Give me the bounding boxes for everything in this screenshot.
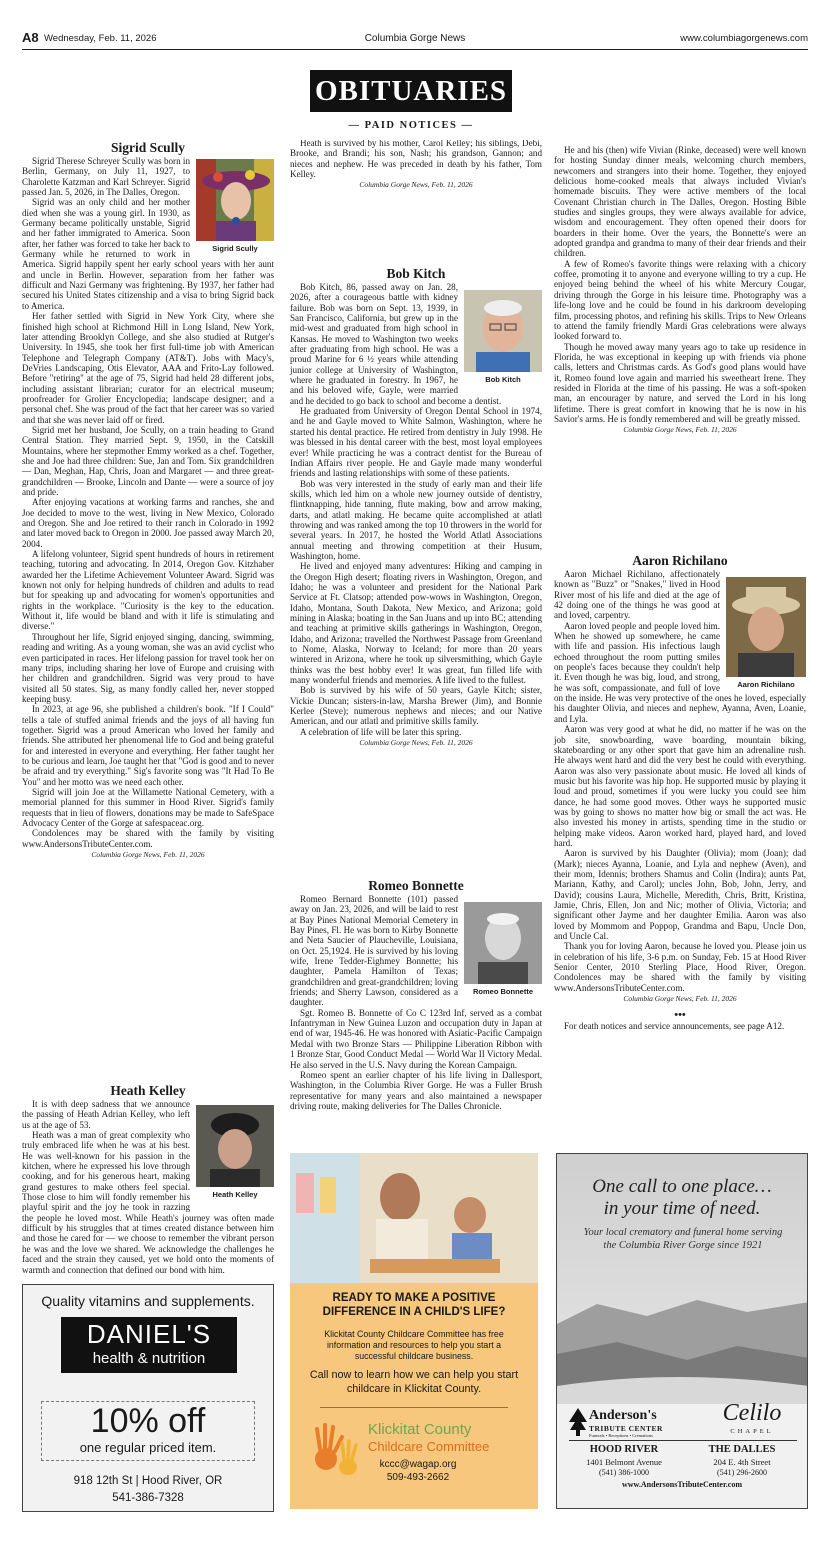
brand-andersons-services: Funerals • Receptions • Cremations [589, 1433, 653, 1438]
ad-rule [569, 1440, 797, 1441]
brand-subtitle: health & nutrition [92, 1350, 206, 1367]
obituary-paragraph: Aaron loved people and people loved him. When he showed up somewhere, he came with life and passion. His infectious laugh echoed throughout the room putting smiles on people's faces because they couldn't help it. Even though he was big, loud, and strong, he was soft, compassionate, and full of love on the inside. He was very protective of the ones he loved, especially his daughter Olivia, and nieces and nephew, Ayanna, Aven, Loanie, and Lyla. [554, 620, 806, 724]
obituary-source: Columbia Gorge News, Feb. 11, 2026 [91, 850, 205, 860]
obituary-paragraph: Bob was very interested in the study of early man and their life skills, which led him on a whole new journey outside of dentistry, flintknapping, hide tanning, flute making, bow and arrow making, darts, and atlatl making. He became quite accomplished at atlatl throwing and was ranked among the top 10 throwers in the world for several years. In 2017, he hosted the World Atlatl Associations annual meeting and throwing competition at their Husum, Washington, home. [290, 478, 542, 561]
portrait-image [464, 902, 542, 984]
portrait-image [464, 290, 542, 372]
org-name-line1: Klickitat County [368, 1421, 472, 1438]
obituary-paragraph: A celebration of life will be later this spring. [300, 726, 462, 737]
death-notices-pointer: For death notices and service announcements, see page A12. [564, 1020, 785, 1031]
obituary-source: Columbia Gorge News, Feb. 11, 2026 [623, 425, 737, 435]
portrait-image [196, 1105, 274, 1187]
phone-the-dalles[interactable]: (541) 296-2600 [717, 1468, 767, 1477]
ad-klickitat-childcare[interactable] [290, 1153, 538, 1509]
obituary-sigrid-scully [22, 140, 274, 860]
obituary-paragraph: Aaron is survived by his Daughter (Olivia); mom (Joan); dad (Mark); nieces Ayanna, Loanie, and Lyla and nephew (Aven), and their mom, Idennis; brothers Shamus and Colin (Indira); aunts Pat, Mariann, Kathy, and Carol); uncles John, Bob, John, Jerry, and David); cousins Laura, Michelle, Meredith, Chris, Britt, Kristina, Jamie, Chris, Ellen, Jon and Nic; mother of Olivia, Victoria; and significant other Jayme and her daughter Emilia. Aaron was also loved by Mommom and Poppop, Grandma and Bapu, Uncle Don, and Uncle Cal. [554, 848, 806, 942]
photo-caption: Aaron Richilano [737, 680, 795, 689]
obituary-paragraph: Bob is survived by his wife of 50 years, Gayle Kitch; sister, Vickie Duncan; sisters-in-law, Marsha Brewer (Jim), and Bonnie Kerlee (Steve); numerous nephews and nieces; and our Native American, and our atlatl and primitive skills family. [290, 685, 542, 727]
obituary-paragraph: He lived and enjoyed many adventures: Hiking and camping in the Oregon High desert; floating rivers in Washington, Oregon, and Idaho; he was a volunteer and president for the National Park Service at Ft. Clatsop; attended pow-wows in Washington, Oregon, Idaho, Montana, South Dakota, New Mexico, and Arizona; gold mining in Alaska; boating in the San Juans and up into BC; attending and teaching at primitive skills gatherings in Washington, Oregon, Idaho, and Arizona; travelled the Northwest Passage from Greenland to Nome, Alaska, Norway to Iceland; for more than 20 years wintered in Arizona, where he took up silversmithing, which Gayle thinks was the best hobby ever! It was great, fun filled life with many wonderful friends and memories. A life lived to the fullest. [290, 561, 542, 686]
obituary-paragraph: A lifelong volunteer, Sigrid spent hundreds of hours in retirement teaching, tutoring and advocating. In 2014, Oregon Gov. Kitzhaber awarded her the Lifetime Achievement Volunteer Award. Sigrid was known not only for helping hundreds of children and adults to read but for speaking up and advocating for women's opportunities and rights in the workplace. "Curiosity is the key to the education. Without it, life would be bland and with it life is stimulating and diverse." [22, 549, 274, 632]
obituary-paragraph: Thank you for loving Aaron, because he loved you. Please join us in celebration of his life, 3-6 p.m. on Sunday, Feb. 15 at Hood River Senior Center, 2010 Sterling Place, Hood River, Oregon. Condolences may be shared with the family by visiting www.AndersonsTributeCenter.com. [554, 941, 806, 993]
section-separator: ••• [674, 1009, 686, 1022]
obituary-source: Columbia Gorge News, Feb. 11, 2026 [623, 994, 737, 1004]
location-hood-river: HOOD RIVER [589, 1444, 659, 1455]
handprints-icon [312, 1419, 358, 1475]
portrait-photo [464, 290, 542, 384]
portrait-photo [196, 1105, 274, 1199]
ad-subline: Your local crematory and funeral home serving the Columbia River Gorge since 1921 [583, 1227, 783, 1251]
obituary-paragraph: Throughout her life, Sigrid enjoyed singing, dancing, swimming, reading and writing. As a young woman, she was an avid cyclist who even participated in races. Her lifelong passion for travel took her on many trips, including sharing her love of Europe and cruising with her children and grandchildren. Sigrid was very proud to have visited all 50 states. Sig, as many fondly called her, never stopped keeping busy. [22, 631, 274, 704]
publication-name: Columbia Gorge News [364, 33, 466, 44]
obituary-paragraph: It is with deep sadness that we announce the passing of Heath Adrian Kelley, who left us at the age of 53. [22, 1099, 190, 1130]
store-phone[interactable]: 541-386-7328 [112, 1492, 184, 1504]
obituary-romeo-bonnette-continued [554, 145, 806, 545]
page-number: A8 [22, 30, 39, 45]
brand-celilo: Celilo [722, 1400, 782, 1426]
location-the-dalles: THE DALLES [708, 1444, 776, 1455]
address-the-dalles: 204 E. 4th Street [713, 1457, 771, 1467]
ad-headline: READY TO MAKE A POSITIVE DIFFERENCE IN A CHILD'S LIFE? [322, 1292, 506, 1318]
obituary-romeo-bonnette [290, 878, 542, 1143]
ad-call-to-action: Call now to learn how we can help you start childcare in Klickitat County. [309, 1369, 519, 1395]
org-name-line2: Childcare Committee [368, 1439, 490, 1454]
photo-caption: Sigrid Scully [212, 244, 258, 253]
obituary-paragraph: Sigrid Therese Schreyer Scully was born in Berlin, Germany, on July 11, 1927, to Charolette Katzman and Karl Schreyer. Sigrid passed Jan. 5, 2026, in The Dalles, Oregon. [22, 156, 190, 198]
obituary-paragraph: In 2023, at age 96, she published a children's book. "If I Could" tells a tale of stuffed animal friends and the joys of all having fun together. Sigrid was a proud American who loved her family and friends. She attributed her phenomenal life to God and being grateful for and interested in everyone and everything. Her father taught her to be curious and learn, Joe taught her that "God is good and to never be afraid and try everything." Sig's favorite song was "It Had To Be You" and her motto was we need each other. [22, 704, 274, 787]
obituary-paragraph: After enjoying vacations at working farms and ranches, she and Joe decided to move to the west, living in New Mexico, Colorado and Oregon. She and Joe retired to their ranch in Colorado in 1992 and later moved back to Oregon in 2000. Joe passed away March 20, 2004. [22, 497, 274, 549]
obituary-paragraph: Sigrid was an only child and her mother died when she was a young girl. In 1930, as Germany became politically unstable, Sigrid and her father immigrated to America. Soon after, her father was forced to take her back to Germany while he returned to work in America. Sigrid happily spent her early school years with her aunt and uncle in Berlin. However, separation from her father was difficult and Nazi Germany was frightening. By 1937, her father had secured his United States citizenship and a visa to bring Sigrid back to America. [22, 197, 274, 311]
obituary-bob-kitch [290, 266, 542, 748]
ad-headline-line1: One call to one place… [592, 1176, 772, 1197]
obituary-paragraph: Romeo Bernard Bonnette (101) passed away on Jan. 23, 2026, and will be laid to rest at Bay Pines National Memorial Cemetery in Bay Pines, Fl. He was born to Kirby Bonnette and Neta Saucier of Plaucheville, Louisiana, on Oct. 25,1924. He is survived by his loving wife, Irene Tedder-Eighmey Bonnette; his daughter, Pamela Hamilton of Texas; grandchildren and great-grandchildren; loving friends; and Sherry Lawson, considered as a daughter. [290, 894, 458, 1008]
tree-icon [567, 1406, 589, 1438]
ad-andersons-tribute-center[interactable] [556, 1153, 808, 1509]
obituary-name: Heath Kelley [110, 1083, 186, 1098]
obituary-paragraph: Heath was a man of great complexity who truly embraced life when he was at his best. He was well-known for his passion in the kitchen, where he expressed his love through cooking, and for his generous heart, making grand gestures to make others feel special. Those close to him will fondly remember his playful spirit and the joy he took in razzing the people he loved most. While Heath's journey was often made difficult by his struggles that at times created distance between him and those he cared for — we choose to remember the vibrant person he was and the love we shared. We acknowledge the challenges he faced and the strain they caused, yet we hold onto the moments of warmth and connection that defined our bond with him. [22, 1130, 274, 1275]
ad-body: Klickitat County Childcare Committee has free information and resources to help you start a successful childcare business. [324, 1329, 504, 1361]
obituary-name: Sigrid Scully [111, 140, 185, 155]
ad-headline-line2: in your time of need. [603, 1198, 761, 1219]
obituary-paragraph: Her father settled with Sigrid in New York City, where she finished high school at Richmond Hill in Long Island, New York, later attending Brooklyn College, and she also studied at Rutger's University. In 1945, she took her first full-time job with American Telephone and Telegraph Company (AT&T). Jobs with Macy's, DeVries Landscaping, Otis Elevator, AAA and Frito-Lay followed. Before "retiring" at the age of 75, Sigrid had held 28 different jobs, including assistant librarian; curator for an electrical museum; proofreader for Grolier Encyclopedia; landscape designer; and a personal chef. She was proud of the fact that her career was so varied and that she was never laid off or fired. [22, 311, 274, 425]
obituary-heath-kelley [22, 1083, 274, 1275]
obituary-paragraph: Sigrid met her husband, Joe Scully, on a train heading to Grand Central Station. They married Sept. 9, 1950, in the Catskill Mountains, where her stepmother Emmy worked as a chef. Together, she and Joe had three children: Sue, Jan and Tom. Six grandchildren — Dan, Meghan, Hap, Chris, Joan and Margaret — and three great-grandchildren — Brooke, Lincoln and Dante — were a source of joy and pride. [22, 424, 274, 497]
brand-andersons: Anderson's [589, 1408, 657, 1423]
obituary-paragraph: Sigrid will join Joe at the Willamette National Cemetery, with a memorial planned for this summer in Hood River. Sigrid's family requests that in lieu of flowers, donations may be made to SafeSpace Advocacy Center of the Gorge at safespaceac.org. [22, 786, 274, 828]
org-email[interactable]: kccc@wagap.org [379, 1459, 457, 1470]
website-link[interactable]: www.columbiagorgenews.com [680, 33, 808, 44]
portrait-photo [726, 577, 806, 689]
brand-andersons-sub: TRIBUTE CENTER [589, 1424, 663, 1433]
section-title: OBITUARIES [310, 70, 512, 112]
ad-tagline: Quality vitamins and supplements. [41, 1293, 255, 1309]
obituary-paragraph: Sgt. Romeo B. Bonnette of Co C 123rd Inf, served as a combat Infantryman in New Guinea Luzon and occupation duty in Japan at end of war, 1945-46. He was honored with Asiatic-Pacific Campaign Medal with two Bronze Stars — Philippine Liberation Ribbon with 1 Bronze Star, Good Conduct Medal — World War II Victory Medal. He also served in the U.S. Navy during the Korean Campaign. [290, 1007, 542, 1070]
obituary-paragraph: Aaron Michael Richilano, affectionately known as "Buzz" or "Snakes," lived in Hood River most of his life and died at the age of 42 doing one of the things he was good at and loved, carpentry. [554, 569, 720, 621]
obituary-name: Aaron Richilano [632, 553, 728, 568]
photo-caption: Bob Kitch [485, 375, 521, 384]
coupon-box [41, 1401, 255, 1461]
obituary-name: Romeo Bonnette [368, 878, 464, 893]
obituary-paragraph: Heath is survived by his mother, Carol Kelley; his siblings, Debi, Brooke, and Brandi; his son, Nash; his grandson, Gannon; and nieces and nephew. He was preceded in death by his father, Tom Kelley. [290, 140, 542, 180]
phone-hood-river[interactable]: (541) 386-1000 [599, 1468, 649, 1477]
ad-daniels-health-nutrition[interactable] [22, 1284, 274, 1512]
childcare-photo [290, 1153, 538, 1283]
obituary-source: Columbia Gorge News, Feb. 11, 2026 [359, 738, 473, 748]
obituary-paragraph: Though he moved away many years ago to take up residence in Florida, he was exceptional in keeping up with friends via phone calls, letters and Christmas cards. As God's good plans would have it, Romeo found love again and married his sweetheart Irene. They resided in Florida at the time of his passing. He was a soft-spoken man, an encourager by nature, and served the Lord in his long lifetime. There is great comfort in knowing that he is now in his Savior's arms. He is fondly remembered and will be greatly missed. [554, 341, 806, 424]
obituary-paragraph: A few of Romeo's favorite things were relaxing with a chicory coffee, promoting it to anyone and everyone willing to try a cup. He enjoyed being behind the wheel of his white Mercury Cougar, driving through the Gorge in his leisure time. Photography was a life-long love and he could be found in his darkroom developing film, processing photos, and refining his skills. Trips to New Orleans to attend the family friendly Mardi Gras celebrations were always looked forward to. [554, 258, 806, 342]
obituary-paragraph: He graduated from University of Oregon Dental School in 1974, and he and Gayle moved to White Salmon, Washington, where he started his dental practice. He retired from dentistry in July 1998. He was blessed in his dental career with the best, most loyal employees ever! While practicing he was a contract dentist for the Bureau of Indian Affairs river people. He and Gayle made many wonderful friends and lasting relationships with some of these patients. [290, 406, 542, 479]
ad-divider [320, 1407, 508, 1408]
photo-caption: Heath Kelley [212, 1190, 258, 1199]
brand-celilo-sub: CHAPEL [730, 1428, 774, 1435]
address-hood-river: 1401 Belmont Avenue [586, 1457, 662, 1467]
obituary-paragraph: He and his (then) wife Vivian (Rinke, deceased) were well known for hosting Sunday dinner meals, welcoming church members, newcomers and strangers into their home. Together, they enjoyed delicious home-cooked meals that always included Vivian's homemade biscuits. They were active members of the local Covenant Christian church in The Dalles, Oregon. Hosting Bible studies and singles groups, they were always available for advice, wisdom and encouragement. They often opened their doors for boarders in their home. Over the years, the Bonnette's were an adopted grandpa and grandma to many of their dear friends and their children. [554, 145, 806, 259]
offer-detail: one regular priced item. [79, 1440, 217, 1455]
portrait-image [726, 577, 806, 677]
portrait-photo [196, 159, 274, 253]
obituary-paragraph: Bob Kitch, 86, passed away on Jan. 28, 2026, after a courageous battle with kidney failure. Bob was born on Sept. 13, 1939, in San Francisco, California, but grew up in the mid-west and graduated from high school in Kansas. He moved to Washington two weeks after graduating from high school. He was a proud Marine for 6 ½ years while attending junior college at University of Washington, where he graduated in forestry. In 1967, he and his beloved wife, Gayle, were married and he decided to go back to school and become a dentist. [290, 282, 502, 406]
section-subtitle: — PAID NOTICES — [348, 120, 474, 131]
portrait-image [196, 159, 274, 241]
page-header [22, 30, 808, 50]
obituary-paragraph: Aaron was very good at what he did, no matter if he was on the job site, snowboarding, wave boarding, mountain biking, skateboarding or any other sport that gave him an adrenaline rush. He always went hard and did the very best he could with everything. Aaron was also very passionate about music. He loved all kinds of music but his favorite was hip hop. He supported music by playing it loud and proud, sometimes if you were lucky you could see him dance, he had some good moves. Other ways he supported music was by going to shows no matter how big or small the act was. He also invested his money in artists, spending time in the studio or helping make videos. Aaron worked hard, played hard, and loved hard. [554, 724, 806, 848]
obituary-name: Bob Kitch [386, 266, 446, 281]
offer-text: 10% off [90, 1402, 206, 1440]
photo-caption: Romeo Bonnette [473, 987, 533, 996]
store-address: 918 12th St | Hood River, OR [73, 1475, 223, 1487]
obituary-source: Columbia Gorge News, Feb. 11, 2026 [359, 180, 473, 190]
ad-logo-block [61, 1317, 237, 1373]
obituary-heath-kelley-continued [290, 140, 542, 264]
obituary-aaron-richilano [554, 553, 806, 1031]
ad-website[interactable]: www.AndersonsTributeCenter.com [622, 1480, 742, 1489]
org-phone[interactable]: 509-493-2662 [386, 1472, 450, 1483]
obituary-paragraph: Romeo spent an earlier chapter of his life living in Dallesport, Washington, in the Columbia River Gorge. He was a Fuller Brush representative for many years and also maintained a newspaper driving route, making deliveries for The Dalles Chronicle. [290, 1069, 542, 1111]
issue-date: Wednesday, Feb. 11, 2026 [44, 33, 157, 44]
obituary-paragraph: Condolences may be shared with the family by visiting www.AndersonsTributeCenter.com. [22, 828, 274, 849]
portrait-photo [464, 902, 542, 996]
brand-name: DANIEL'S [86, 1319, 212, 1349]
